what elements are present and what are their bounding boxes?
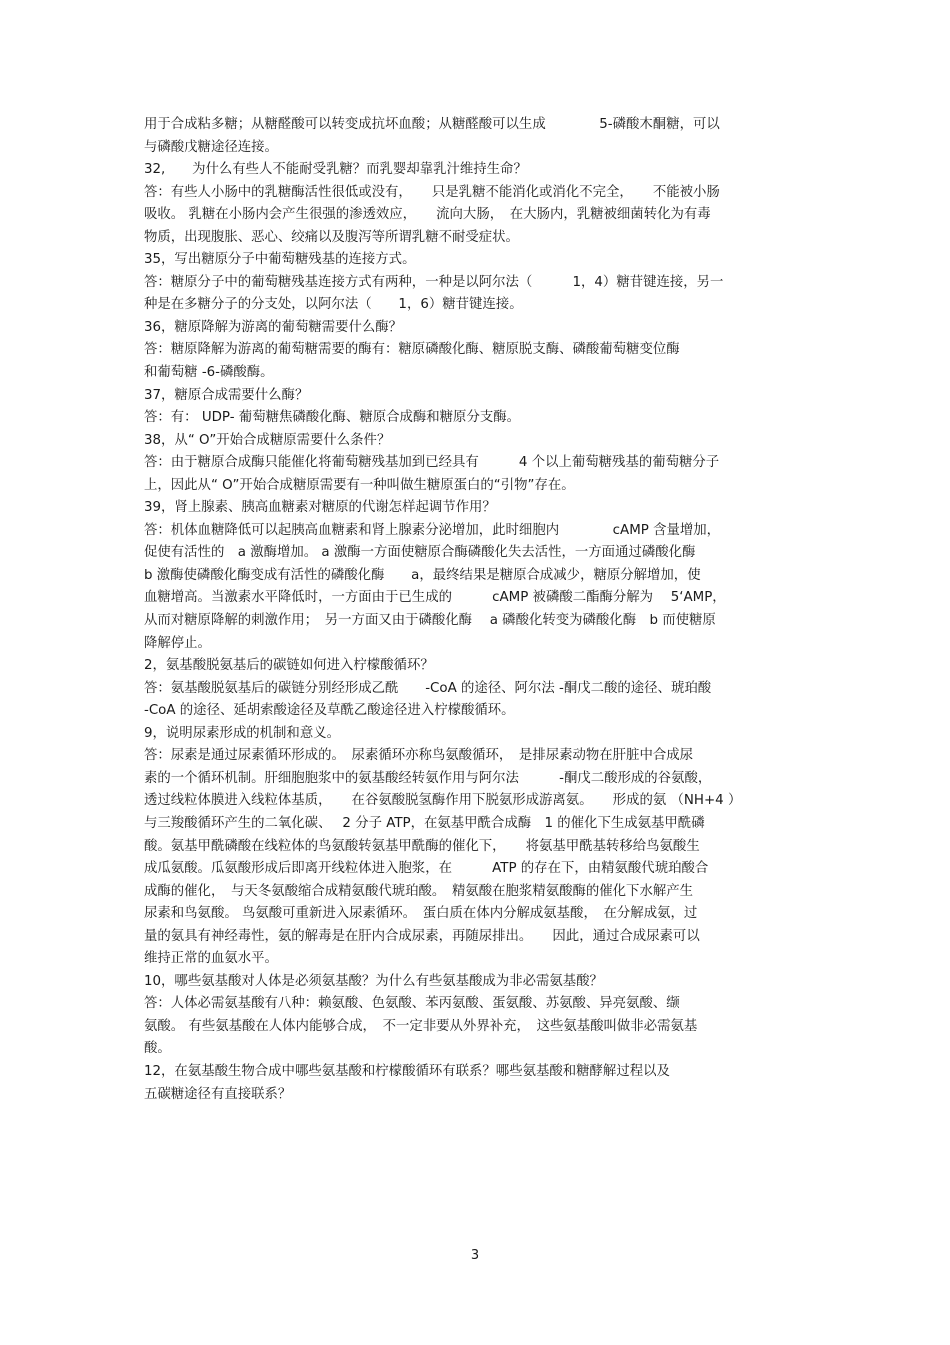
text-line: 物质，出现腹胀、恶心、绞痛以及腹泻等所谓乳糖不耐受症状。 (144, 229, 519, 245)
text-line: 36，糖原降解为游离的葡萄糖需要什么酶？ (144, 319, 403, 335)
text-line: 维持正常的血氨水平。 (144, 951, 278, 967)
text-line: 39，肾上腺素、胰高血糖素对糖原的代谢怎样起调节作用？ (144, 500, 496, 516)
text-line: 10，哪些氨基酸对人体是必须氨基酸？为什么有些氨基酸成为非必需氨基酸？ (144, 973, 603, 989)
text-line: 吸收。 乳糖在小肠内会产生很强的渗透效应， 流向大肠， 在大肠内，乳糖被细菌转化为有毒 (144, 207, 711, 223)
text-line: 38，从“ O”开始合成糖原需要什么条件？ (144, 432, 391, 448)
text-line: 用于合成粘多糖；从糖醛酸可以转变成抗坏血酸；从糖醛酸可以生成 5-磷酸木酮糖，可以 (144, 117, 720, 132)
text-line: 答：有： UDP- 葡萄糖焦磷酸化酶、糖原合成酶和糖原分支酶。 (144, 410, 521, 426)
text-line: 与三羧酸循环产生的二氧化碳、 2 分子 ATP，在氨基甲酰合成酶 1 的催化下生成氨基甲酰磷 (144, 815, 705, 831)
text-line: 37，糖原合成需要什么酶？ (144, 387, 309, 403)
text-line: 答：人体必需氨基酸有八种：赖氨酸、色氨酸、苯丙氨酸、蛋氨酸、苏氨酸、异亮氨酸、缬 (144, 996, 680, 1012)
text-line: 降解停止。 (144, 635, 211, 651)
text-line: 上，因此从“ O”开始合成糖原需要有一种叫做生糖原蛋白的“引物”存在。 (144, 477, 575, 493)
text-line: 透过线粒体膜进入线粒体基质， 在谷氨酸脱氢酶作用下脱氨形成游离氨。 形成的氨 （NH+4 ） (144, 793, 742, 809)
text-line: 成酶的催化， 与天冬氨酸缩合成精氨酸代琥珀酸。 精氨酸在胞浆精氨酸酶的催化下水解产生 (144, 883, 694, 899)
text-line: 量的氨具有神经毒性，氨的解毒是在肝内合成尿素，再随尿排出。 因此，通过合成尿素可以 (144, 928, 700, 944)
text-line: 32, 为什么有些人不能耐受乳糖？而乳婴却靠乳汁维持生命？ (144, 162, 527, 178)
text-line: 35，写出糖原分子中葡萄糖残基的连接方式。 (144, 252, 416, 268)
text-line: 氨酸。 有些氨基酸在人体内能够合成， 不一定非要从外界补充， 这些氨基酸叫做非必需氨基 (144, 1018, 698, 1034)
text-line: 和葡萄糖 -6-磷酸酶。 (144, 365, 274, 381)
text-line: -CoA 的途径、延胡索酸途径及草酰乙酸途径进入柠檬酸循环。 (144, 703, 515, 719)
text-line: 种是在多糖分子的分支处，以阿尔法（ 1，6）糖苷键连接。 (144, 297, 523, 313)
text-line: 答：由于糖原合成酶只能催化将葡萄糖残基加到已经具有 4 个以上葡萄糖残基的葡萄糖分子 (144, 455, 720, 471)
text-line: 尿素和鸟氨酸。 鸟氨酸可重新进入尿素循环。 蛋白质在体内分解成氨基酸， 在分解成氨，过 (144, 906, 698, 922)
text-line: 成瓜氨酸。瓜氨酸形成后即离开线粒体进入胞浆，在 ATP 的存在下，由精氨酸代琥珀酸合 (144, 861, 709, 877)
text-line: 五碳糖途径有直接联系？ (144, 1086, 292, 1102)
text-line: 答：有些人小肠中的乳糖酶活性很低或没有， 只是乳糖不能消化或消化不完全， 不能被小肠 (144, 184, 720, 200)
text-line: 酸。氨基甲酰磷酸在线粒体的鸟氨酸转氨基甲酰酶的催化下， 将氨基甲酰基转移给鸟氨酸生 (144, 838, 700, 854)
text-line: 酸。 (144, 1041, 171, 1057)
text-line: 血糖增高。当激素水平降低时，一方面由于已生成的 cAMP 被磷酸二酯酶分解为 5‘AMP， (144, 590, 726, 606)
page-number: 3 (470, 1248, 480, 1263)
text-line: 答：糖原分子中的葡萄糖残基连接方式有两种，一种是以阿尔法（ 1，4）糖苷键连接，另一 (144, 274, 724, 290)
text-line: 答：机体血糖降低可以起胰高血糖素和肾上腺素分泌增加，此时细胞内 cAMP 含量增加， (144, 522, 721, 538)
text-line: 2，氨基酸脱氨基后的碳链如何进入柠檬酸循环？ (144, 658, 434, 674)
text-line: b 激酶使磷酸化酶变成有活性的磷酸化酶 a，最终结果是糖原合成减少，糖原分解增加，使 (144, 567, 701, 583)
text-line: 从而对糖原降解的刺激作用； 另一方面又由于磷酸化酶 a 磷酸化转变为磷酸化酶 b 而使糖原 (144, 613, 716, 629)
text-line: 答：尿素是通过尿素循环形成的。 尿素循环亦称鸟氨酸循环， 是排尿素动物在肝脏中合成尿 (144, 748, 694, 764)
text-line: 12，在氨基酸生物合成中哪些氨基酸和柠檬酸循环有联系？哪些氨基酸和糖酵解过程以及 (144, 1063, 670, 1079)
text-line: 答：糖原降解为游离的葡萄糖需要的酶有：糖原磷酸化酶、糖原脱支酶、磷酸葡萄糖变位酶 (144, 342, 680, 358)
text-line: 与磷酸戊糖途径连接。 (144, 139, 278, 155)
text-line: 9，说明尿素形成的机制和意义。 (144, 725, 340, 741)
text-line: 促使有活性的 a 激酶增加。 a 激酶一方面使糖原合酶磷酸化失去活性，一方面通过磷酸化酶 (144, 545, 696, 561)
text-line: 答：氨基酸脱氨基后的碳链分别经形成乙酰 -CoA 的途径、阿尔法 -酮戊二酸的途径、琥珀酸 (144, 680, 712, 696)
document-body (144, 114, 814, 1106)
text-line: 素的一个循环机制。肝细胞胞浆中的氨基酸经转氨作用与阿尔法 -酮戊二酸形成的谷氨酸， (144, 770, 712, 786)
